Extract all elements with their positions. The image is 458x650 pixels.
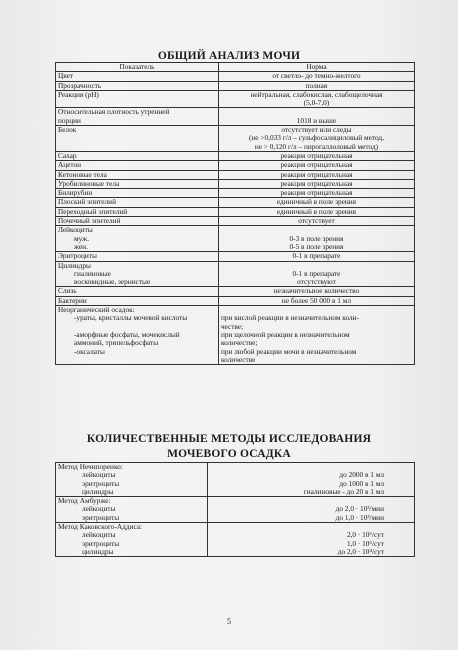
row-norm: 0-1 в препарате xyxy=(218,252,414,261)
row-norm: реакция отрицательная xyxy=(218,179,414,188)
row-label xyxy=(56,226,219,252)
norm-line: при любой реакции мочи в незначительном xyxy=(220,346,357,356)
norm-line: (5,0-7,0) xyxy=(303,98,330,108)
label-line: эритроциты xyxy=(82,538,120,548)
row-label: Реакция (рН) xyxy=(56,90,219,108)
table-row xyxy=(56,523,415,557)
label-line: цилиндры xyxy=(82,546,114,556)
table-row xyxy=(56,198,415,207)
label-line: муж. xyxy=(74,233,90,243)
method-label xyxy=(56,523,208,557)
label-line: эритроциты xyxy=(82,478,120,488)
norm-line: количестве; xyxy=(220,338,258,348)
section-title-quantitative: КОЛИЧЕСТВЕННЫЕ МЕТОДЫ ИССЛЕДОВАНИЯ xyxy=(86,433,372,445)
row-norm: отсутствует xyxy=(218,217,414,226)
table-row xyxy=(56,90,415,108)
row-label xyxy=(56,261,219,287)
value-line: до 1,0 · 10³/мин xyxy=(335,512,384,522)
label-line: лейкоциты xyxy=(82,504,116,514)
label-line: лейкоциты xyxy=(82,530,116,540)
row-norm xyxy=(218,90,414,108)
label-line: гиалиновые xyxy=(74,268,111,278)
method-label xyxy=(56,497,208,523)
value-line: до 2,0 · 10³/мин xyxy=(335,504,384,514)
row-norm: полная xyxy=(218,81,414,90)
table-row xyxy=(56,306,415,365)
row-label: Прозрачность xyxy=(56,81,219,90)
table-row xyxy=(56,170,415,179)
table-row xyxy=(56,226,415,252)
general-analysis-table xyxy=(55,62,415,365)
method-label xyxy=(56,463,208,497)
label-line: -оксалаты xyxy=(74,346,105,356)
table-row xyxy=(56,287,415,296)
table-row xyxy=(56,151,415,160)
table-row xyxy=(56,108,415,126)
row-label: Белок xyxy=(56,126,219,152)
norm-line: при щелочной реакции в незначительном xyxy=(220,329,350,339)
norm-line: отсутствует или следы xyxy=(281,125,352,135)
row-label: Бактерии xyxy=(56,296,219,305)
row-label: Уробилиновые тела xyxy=(56,179,219,188)
value-line: до 1000 в 1 мл xyxy=(339,478,384,488)
label-line: аммоний, трипельфосфаты xyxy=(74,338,159,348)
label-line: -ураты, кристаллы мочевой кислоты xyxy=(74,313,188,323)
row-norm: реакция отрицательная xyxy=(218,170,414,179)
label-line: Лейкоциты xyxy=(58,225,93,235)
norm-line: при кислой реакции в незначительном коли- xyxy=(220,313,359,323)
row-label: Кетоновые тела xyxy=(56,170,219,179)
table-row xyxy=(56,463,415,497)
norm-line: количестве xyxy=(220,354,256,364)
table-row xyxy=(56,217,415,226)
row-label: Почечный эпителий xyxy=(56,217,219,226)
row-norm: реакция отрицательная xyxy=(218,161,414,170)
row-norm: не более 50 000 в 1 мл xyxy=(218,296,414,305)
row-norm: от светло- до темно-желтого xyxy=(218,72,414,81)
method-values xyxy=(208,463,415,497)
row-norm xyxy=(218,306,414,365)
value-line: до 2000 в 1 мл xyxy=(339,470,384,480)
label-line: порции xyxy=(58,115,81,125)
header-indicator: Показатель xyxy=(56,63,219,72)
row-norm: незначительное количество xyxy=(218,287,414,296)
label-line: -аморфные фосфаты, мочекислый xyxy=(74,329,180,339)
norm-line: отсутствуют xyxy=(297,277,336,287)
table-row xyxy=(56,72,415,81)
row-norm: единичный в поле зрения xyxy=(218,207,414,216)
table-row xyxy=(56,161,415,170)
row-label: Цвет xyxy=(56,72,219,81)
section-title-general: ОБЩИЙ АНАЛИЗ МОЧИ xyxy=(157,50,301,62)
label-line: Цилиндры xyxy=(58,260,91,270)
row-norm: реакция отрицательная xyxy=(218,151,414,160)
value-line: 2,0 · 10⁶/сут xyxy=(346,530,384,540)
table-row xyxy=(56,261,415,287)
page-number: 5 xyxy=(227,617,231,626)
norm-line: 0-1 в препарате xyxy=(292,268,341,278)
method-name: Метод Нечипоренко: xyxy=(58,462,123,471)
label-line: Относительная плотность утренней xyxy=(58,107,170,117)
row-norm: реакция отрицательная xyxy=(218,189,414,198)
row-label: Эритроциты xyxy=(56,252,219,261)
row-norm xyxy=(218,261,414,287)
label-line: Неорганический осадок: xyxy=(58,305,135,315)
norm-line: (не >0,033 г/л – сульфосалициловый метод, xyxy=(248,133,384,143)
norm-line: 0-5 в поле зрения xyxy=(289,241,344,251)
header-norm: Норма xyxy=(218,63,414,72)
label-line: эритроциты xyxy=(82,512,120,522)
label-line: восковидные, зернистые xyxy=(74,277,151,287)
table-row xyxy=(56,252,415,261)
value-line: до 2,0 · 10⁴/сут xyxy=(337,546,384,556)
norm-line: честве; xyxy=(220,321,244,331)
table-row xyxy=(56,179,415,188)
row-label: Переходный эпителий xyxy=(56,207,219,216)
norm-line: 0-3 в поле зрения xyxy=(289,233,344,243)
method-values xyxy=(208,523,415,557)
row-norm xyxy=(218,126,414,152)
table-row xyxy=(56,497,415,523)
label-line: цилиндры xyxy=(82,486,114,496)
label-line: лейкоциты xyxy=(82,470,116,480)
row-label xyxy=(56,108,219,126)
row-norm xyxy=(218,226,414,252)
norm-line: нейтральная, слабокислая, слабощелочная xyxy=(250,89,383,99)
row-label: Билирубин xyxy=(56,189,219,198)
norm-line: не > 0,120 г/л – пирогаллоловый метод) xyxy=(254,141,379,151)
method-name: Метод Каковского-Аддиса: xyxy=(58,522,143,532)
table-row xyxy=(56,126,415,152)
row-label: Сахар xyxy=(56,151,219,160)
section-title-quantitative-line2: МОЧЕВОГО ОСАДКА xyxy=(167,448,291,460)
method-name: Метод Амбурже: xyxy=(58,496,111,506)
row-label: Плоский эпителий xyxy=(56,198,219,207)
value-line: 1,0 · 10⁶/сут xyxy=(346,538,384,548)
label-line: жен. xyxy=(74,241,88,251)
value-line: гиалиновые - до 20 в 1 мл xyxy=(303,486,384,496)
table-row xyxy=(56,81,415,90)
row-label: Ацетон xyxy=(56,161,219,170)
row-label xyxy=(56,306,219,365)
method-values xyxy=(208,497,415,523)
row-norm: единичный в поле зрения xyxy=(218,198,414,207)
row-label: Слизь xyxy=(56,287,219,296)
row-norm: 1018 и выше xyxy=(218,108,414,126)
quantitative-methods-table xyxy=(55,462,415,557)
